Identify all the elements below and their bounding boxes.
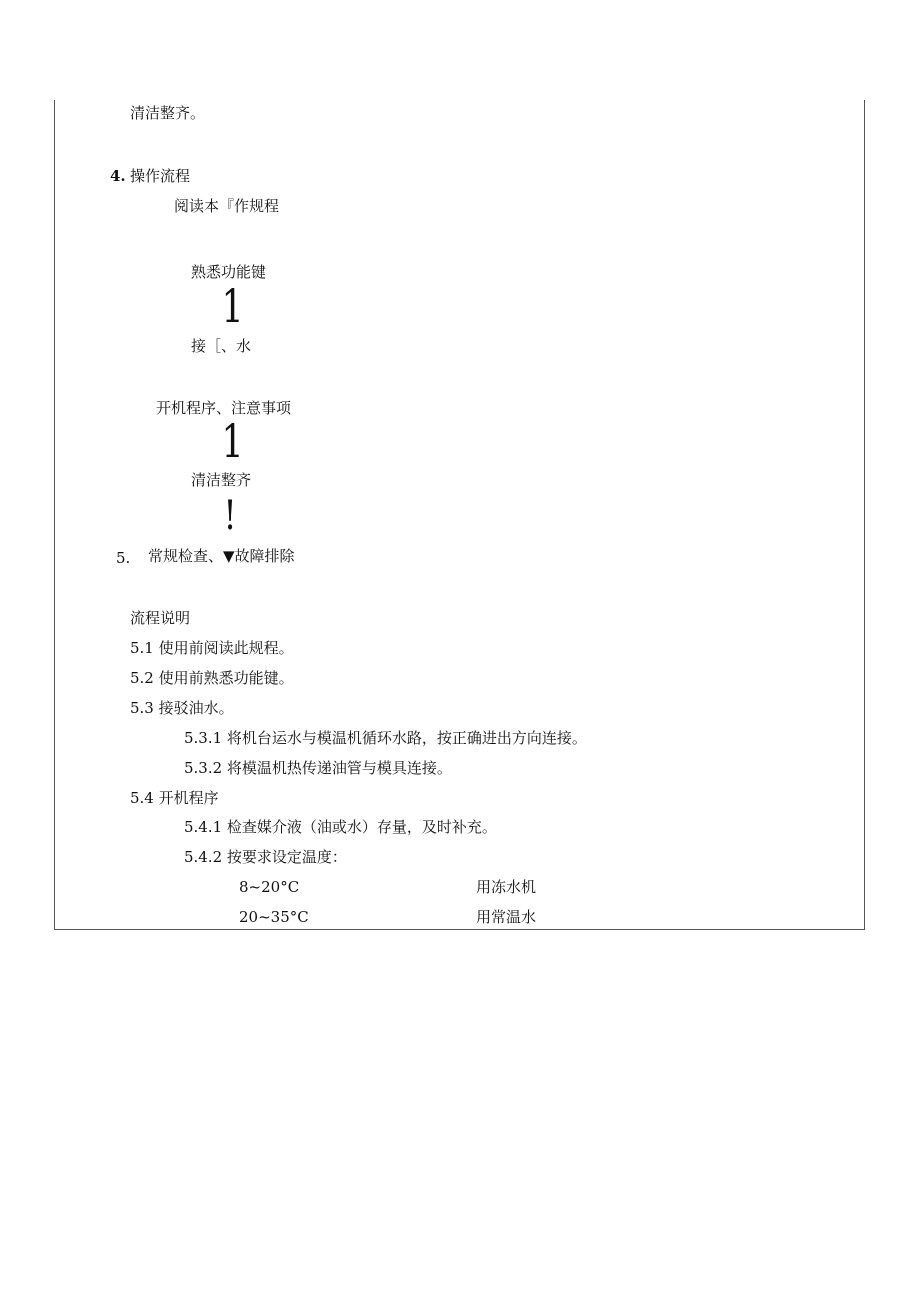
section5-title: 常规检查、▼故障排除 xyxy=(148,547,295,565)
flow-arrow-end: ! xyxy=(223,493,237,539)
list-item: 5.2 使用前熟悉功能键。 xyxy=(130,669,294,687)
flow-step-keys: 熟悉功能键 xyxy=(191,263,267,281)
list-item: 5.3.1 将机台运水与模温机循环水路，按正确进出方向连接。 xyxy=(184,729,587,747)
flow-step-read: 阅读本『作规程 xyxy=(174,197,280,215)
flow-step-startup: 开机程序、注意事项 xyxy=(156,399,292,417)
list-item: 5.1 使用前阅读此规程。 xyxy=(130,639,294,657)
list-item: 5.4 开机程序 xyxy=(130,789,219,807)
list-item: 5.4.1 检查媒介液（油或水）存量，及时补充。 xyxy=(184,818,497,836)
section4-title: 操作流程 xyxy=(130,167,191,185)
flow-arrow-down: 1 xyxy=(221,414,244,468)
flow-description-heading: 流程说明 xyxy=(130,609,191,627)
intro-text: 清洁整齐。 xyxy=(130,104,206,122)
temp-use: 用常温水 xyxy=(476,908,537,926)
list-item: 5.3 接驳油水。 xyxy=(130,699,234,717)
temp-range: 20~35°C xyxy=(239,908,309,926)
section4-number: 4. xyxy=(110,167,126,185)
temp-range: 8~20°C xyxy=(239,878,300,896)
list-item: 5.3.2 将模温机热传递油管与模具连接。 xyxy=(184,759,452,777)
section5-number: 5. xyxy=(116,549,131,567)
flow-step-connect: 接［、水 xyxy=(191,337,252,355)
list-item: 5.4.2 按要求设定温度： xyxy=(184,848,347,866)
flow-step-clean: 清洁整齐 xyxy=(191,471,252,489)
temp-use: 用冻水机 xyxy=(476,878,537,896)
flow-arrow-down: 1 xyxy=(221,279,244,333)
